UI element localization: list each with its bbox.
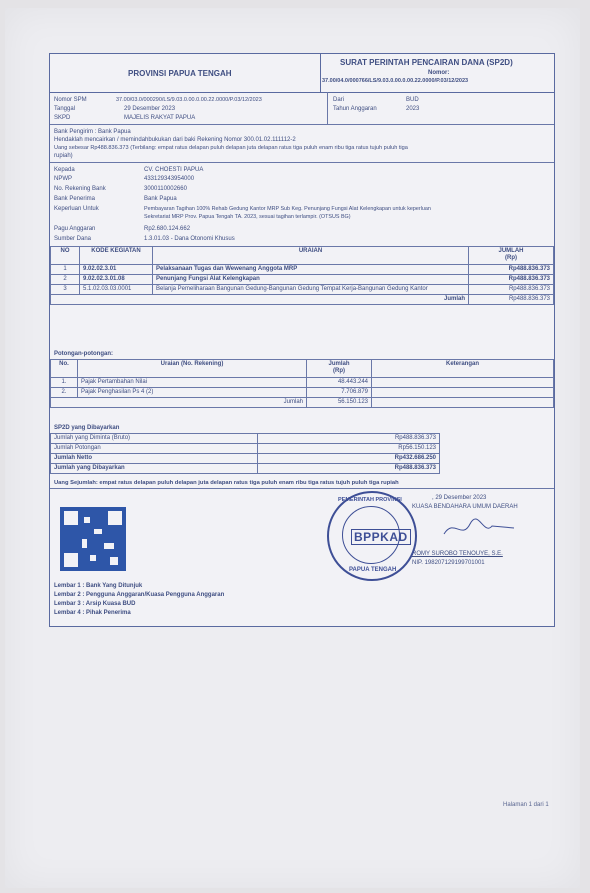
sp2d-row-value: Rp56.150.123: [258, 444, 440, 454]
col-no: NO: [51, 247, 80, 265]
npwp-label: NPWP: [54, 176, 72, 182]
table-row: [51, 265, 554, 275]
table-row: [51, 378, 554, 388]
row-kode: 9.02.02.3.01: [80, 265, 153, 275]
stamp-ring-top: PEMERINTAH PROVINSI: [338, 497, 402, 503]
keperluan-value: Pembayaran Tagihan 100% Rehab Gedung Kantor MRP Sub Keg. Penunjang Fungsi Alat Kelengkapan untuk keperluan: [144, 206, 431, 212]
header-left: [50, 54, 321, 93]
bank-penerima-label: Bank Penerima: [54, 196, 96, 202]
row-kode: 9.02.02.3.01.08: [80, 275, 153, 285]
sumber-label: Sumber Dana: [54, 236, 92, 242]
table-row: [51, 434, 440, 444]
kepada-label: Kepada: [54, 167, 75, 173]
tahun-label: Tahun Anggaran: [333, 106, 377, 112]
sign-role: KUASA BENDAHARA UMUM DAERAH: [412, 504, 518, 510]
table-row: [51, 285, 554, 295]
row-kode: 5.1.02.03.03.0001: [80, 285, 153, 295]
sumber-value: 1.3.01.03 - Dana Otonomi Khusus: [144, 236, 235, 242]
table-row: [51, 464, 440, 474]
header-right: [320, 54, 554, 93]
page-number: Halaman 1 dari 1: [503, 802, 549, 808]
total-value: Rp488.836.373: [469, 295, 554, 305]
row-uraian: Pelaksanaan Tugas dan Wewenang Anggota MRP: [153, 265, 469, 275]
tahun-value: 2023: [406, 106, 420, 112]
sign-nip: NIP. 198207129199701001: [412, 560, 485, 566]
tanggal-label: Tanggal: [54, 106, 76, 112]
table-row: [51, 388, 554, 398]
row-jumlah: Rp488.836.373: [469, 285, 554, 295]
nomor-label: Nomor:: [428, 70, 450, 76]
instruction-amount: Uang sebesar Rp488.836.373 (Terbilang: empat ratus delapan puluh delapan juta delapan ratus tiga puluh enam ribu tiga ratus tujuh puluh tiga: [54, 145, 408, 151]
qr-code: [60, 507, 126, 571]
col-jumlah-unit: (Rp): [505, 255, 517, 261]
pot-total-value: 56.150.123: [307, 398, 372, 408]
kegiatan-table: [50, 246, 554, 305]
lembar-1: Lembar 1 : Bank Yang Ditunjuk: [54, 583, 143, 589]
table-row: [51, 275, 554, 285]
stamp-ring-bottom: PAPUA TENGAH: [349, 567, 397, 573]
pot-total-label: Jumlah: [51, 398, 307, 408]
province-title: PROVINSI PAPUA TENGAH: [128, 69, 232, 78]
pot-col-no: No.: [51, 360, 78, 378]
sp2d-row-label: Jumlah yang Dibayarkan: [51, 464, 258, 474]
lembar-4: Lembar 4 : Pihak Penerima: [54, 610, 131, 616]
nomor-value: 37.00/04.0/000766/LS/9.03.0.00.0.00.22.0000/P.03/12/2023: [322, 78, 469, 84]
sp2d-title: SP2D yang Dibayarkan: [54, 425, 120, 431]
total-label: Jumlah: [51, 295, 469, 305]
pot-col-jumlah: [307, 360, 372, 378]
pagu-value: Rp2.680.124.662: [144, 226, 191, 232]
npwp-value: 433129343954000: [144, 176, 195, 182]
pot-row-uraian: Pajak Penghasilan Ps 4 (2): [78, 388, 307, 398]
sign-name: ROMY SUROBO TENOUYE, S.E.: [412, 551, 503, 557]
dari-value: BUD: [406, 97, 419, 103]
sp2d-row-label: Jumlah Potongan: [51, 444, 258, 454]
pot-row-jumlah: 7.706.879: [307, 388, 372, 398]
nomor-spm-label: Nomor SPM: [54, 97, 87, 103]
sp2d-row-value: Rp488.836.373: [258, 464, 440, 474]
sp2d-table: [50, 433, 440, 474]
instruction-line: Hendaklah mencairkan / memindahbukukan dari baki Rekening Nomor 300.01.02.111112-2: [54, 137, 296, 143]
skpd-label: SKPD: [54, 115, 71, 121]
lembar-2: Lembar 2 : Pengguna Anggaran/Kuasa Pengguna Anggaran: [54, 592, 225, 598]
skpd-value: MAJELIS RAKYAT PAPUA: [124, 115, 196, 121]
sp2d-row-label: Jumlah Netto: [51, 454, 258, 464]
col-uraian: URAIAN: [153, 247, 469, 265]
table-row: [51, 454, 440, 464]
bank-penerima-value: Bank Papua: [144, 196, 177, 202]
col-jumlah-label: JUMLAH: [498, 248, 524, 254]
lembar-3: Lembar 3 : Arsip Kuasa BUD: [54, 601, 136, 607]
sign-date: , 29 Desember 2023: [432, 495, 487, 501]
rekening-value: 3000110002660: [144, 186, 187, 192]
sp2d-row-value: Rp488.836.373: [258, 434, 440, 444]
pot-row-no: 1.: [51, 378, 78, 388]
sp2d-row-value: Rp432.686.250: [258, 454, 440, 464]
potongan-title: Potongan-potongan:: [54, 351, 113, 357]
sp2d-row-label: Jumlah yang Diminta (Bruto): [51, 434, 258, 444]
pot-row-uraian: Pajak Pertambahan Nilai: [78, 378, 307, 388]
row-jumlah: Rp488.836.373: [469, 265, 554, 275]
col-kode: KODE KEGIATAN: [80, 247, 153, 265]
bank-pengirim: Bank Pengirim : Bank Papua: [54, 129, 131, 135]
pot-row-no: 2.: [51, 388, 78, 398]
instruction-amount-end: rupiah): [54, 153, 73, 159]
kepada-value: CV. CHOESTI PAPUA: [144, 167, 204, 173]
pot-col-jumlah-label: Jumlah: [328, 361, 350, 367]
row-uraian: Belanja Pemeliharaan Bangunan Gedung-Bangunan Gedung Tempat Kerja-Bangunan Gedung Kantor: [153, 285, 469, 295]
pagu-label: Pagu Anggaran: [54, 226, 96, 232]
row-uraian: Penunjang Fungsi Alat Kelengkapan: [153, 275, 469, 285]
tanggal-value: 29 Desember 2023: [124, 106, 176, 112]
document-title: SURAT PERINTAH PENCAIRAN DANA (SP2D): [340, 58, 513, 67]
official-stamp: [327, 491, 417, 581]
row-no: 3: [51, 285, 80, 295]
potongan-table: [50, 359, 554, 408]
signature-scribble: [440, 512, 520, 542]
pot-col-uraian: Uraian (No. Rekening): [78, 360, 307, 378]
rekening-label: No. Rekening Bank: [54, 186, 106, 192]
table-row: [51, 444, 440, 454]
row-no: 1: [51, 265, 80, 275]
pot-col-jumlah-unit: (Rp): [333, 368, 345, 374]
row-no: 2: [51, 275, 80, 285]
keperluan-label: Keperluan Untuk: [54, 206, 99, 212]
dari-label: Dari: [333, 97, 345, 103]
keperluan-value-cont: Sekretariat MRP Prov. Papua Tengah TA. 2023, sesuai tagihan terlampir. (OTSUS BG): [144, 214, 351, 220]
nomor-spm-value: 37.00/03.0/000290/LS/9.03.0.00.0.00.22.0000/P.03/12/2023: [116, 97, 262, 103]
col-jumlah: [469, 247, 554, 265]
stamp-center: BPPKAD: [351, 529, 411, 545]
pot-row-jumlah: 48.443.244: [307, 378, 372, 388]
row-jumlah: Rp488.836.373: [469, 275, 554, 285]
pot-col-ket: Keterangan: [372, 360, 554, 378]
terbilang: Uang Sejumlah: empat ratus delapan puluh delapan juta delapan ratus tiga puluh enam ribu tiga ratus tujuh puluh tiga rupiah: [54, 480, 399, 486]
